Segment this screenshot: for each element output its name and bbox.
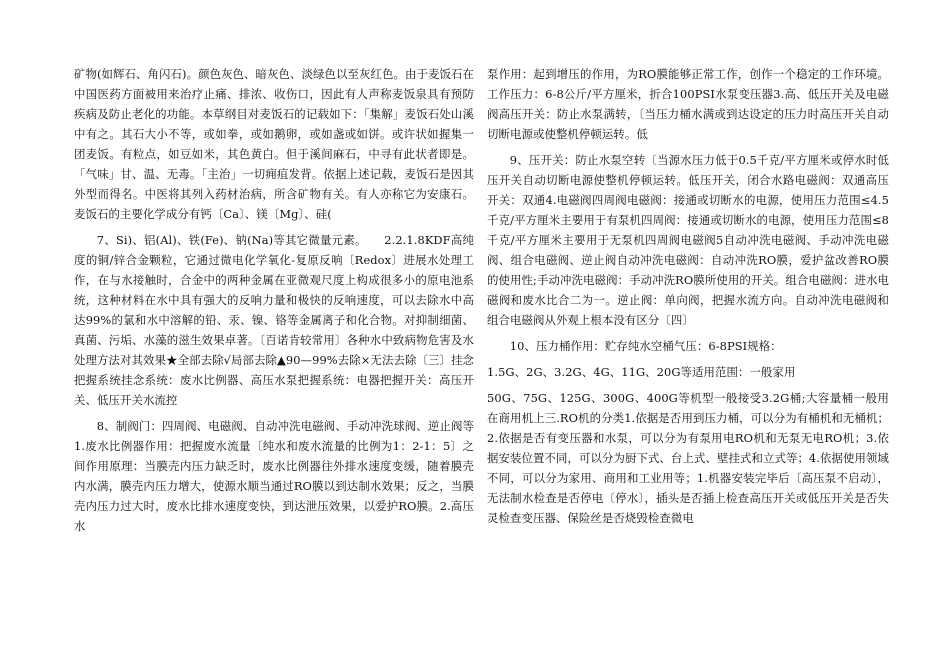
left-column [74,64,474,542]
right-column [487,64,889,534]
paragraph: 7、Si)、铝(Al)、铁(Fe)、钠(Na)等其它微量元素。 2.2.1.8KDF高纯度的铜/锌合金颗粒，它通过微电化学氧化-复原反响〔Redox〕进展水处理工作，在与水接触时，合金中的两种金属在亚微观尺度上构成很多小的原电池系统，这种材料在水中具有强大的反响力量和极快的反响速度，可以去除水中高达99%的氯和水中溶解的铅、汞、镍、铬等金属离子和化合物。对抑制细菌、真菌、污垢、水藻的滋生效果卓著。〔百诺肯较常用〕各种水中致病物危害及水处理方法对其效果★全部去除√局部去除▲90—99%去除×无法去除〔三〕挂念把握系统挂念系统：废水比例器、高压水泵把握系统：电器把握开关：高压开关、低压开关水流控 [74,233,474,407]
paragraph: 矿物(如辉石、角闪石)。颜色灰色、暗灰色、淡绿色以至灰红色。由于麦饭石在中国医药方面被用来治疗止痛、排浓、收伤口，因此有人声称麦饭泉具有预防疾病及防止老化的功能。本草纲目对麦饭石的记载如下：「集解」麦饭石处山溪中有之。其石大小不等，或如拳，或如鹅卵，或如盏或如饼。或许状如握集一团麦饭。有粒点，如豆如米，其色黄白。但于溪间麻石，中寻有此状者即是。「气味」甘、温、无毒。「主治」一切痈疽发背。依据上述记载，麦饭石是因其外型而得名。中医将其列入药材治病，所含矿物有关。有人亦称它为安康石。麦饭石的主要化学成分有钙〔Ca〕、镁〔Mg〕、硅( [74,67,474,221]
paragraph: 1.5G、2G、3.2G、4G、11G、20G等适用范围：一般家用 [487,365,796,379]
paragraph: 8、制阀门：四周阀、电磁阀、自动冲洗电磁阀、手动冲洗球阀、逆止阀等1.废水比例器作用：把握废水流量〔纯水和废水流量的比例为1：2-1：5〕之间作用原理：当膜壳内压力缺乏时，废水比例器往外排水速度变缓，随着膜壳内水满，膜壳内压力增大，使源水顺当通过RO膜以到达制水效果；反之，当膜壳内压力过大时，废水比排水速度变快，到达泄压效果，以爱护RO膜。2.高压水 [74,419,474,533]
paragraph: 10、压力桶作用：贮存纯水空桶气压：6-8PSI规格： [509,339,782,353]
paragraph: 50G、75G、125G、300G、400G等机型一般接受3.2G桶;大容量桶一般用在商用机上三.RO机的分类1.依据是否用到压力桶，可以分为有桶机和无桶机；2.依据是否有变压器和水泵，可以分为有泵用电RO机和无泵无电RO机；3.依据安装位置不同，可以分为厨下式、台上式、壁挂式和立式等；4.依据使用领域不同，可以分为家用、商用和工业用等；1.机器安装完毕后〔高压泵不启动〕，无法制水检查是否停电〔停水〕，插头是否插上检查高压开关或低压开关是否失灵检查变压器、保险丝是否烧毁检查微电 [487,391,889,525]
paragraph: 9、压开关：防止水泵空转〔当源水压力低于0.5千克/平方厘米或停水时低压开关自动切断电源使整机停顿运转。低压开关，闭合水路电磁阀：双通高压开关：双通4.电磁阀四周阀电磁阀：接通或切断水的电源，使用压力范围≤4.5千克/平方厘米主要用于有泵机四周阀：接通或切断水的电源，使用压力范围≤8千克/平方厘米主要用于无泵机四周阀电磁阀5自动冲洗电磁阀、手动冲洗电磁阀、组合电磁阀、逆止阀自动冲洗电磁阀：自动冲洗RO膜，爱护盆改善RO膜的使用性;手动冲洗电磁阀：手动冲洗RO膜所使用的开关。组合电磁阀：进水电磁阀和废水比合二为一。逆止阀：单向阀，把握水流方向。自动冲洗电磁阀和组合电磁阀从外观上根本没有区分〔四〕 [487,153,889,327]
paragraph: 泵作用：起到增压的作用，为RO膜能够正常工作，创作一个稳定的工作环境。工作压力：6-8公斤/平方厘米，折合100PSI水泵变压器3.高、低压开关及电磁阀高压开关：防止水泵满转，〔当压力桶水满或到达设定的压力时高压开关自动切断电源或使整机停顿运转。低 [487,67,889,141]
